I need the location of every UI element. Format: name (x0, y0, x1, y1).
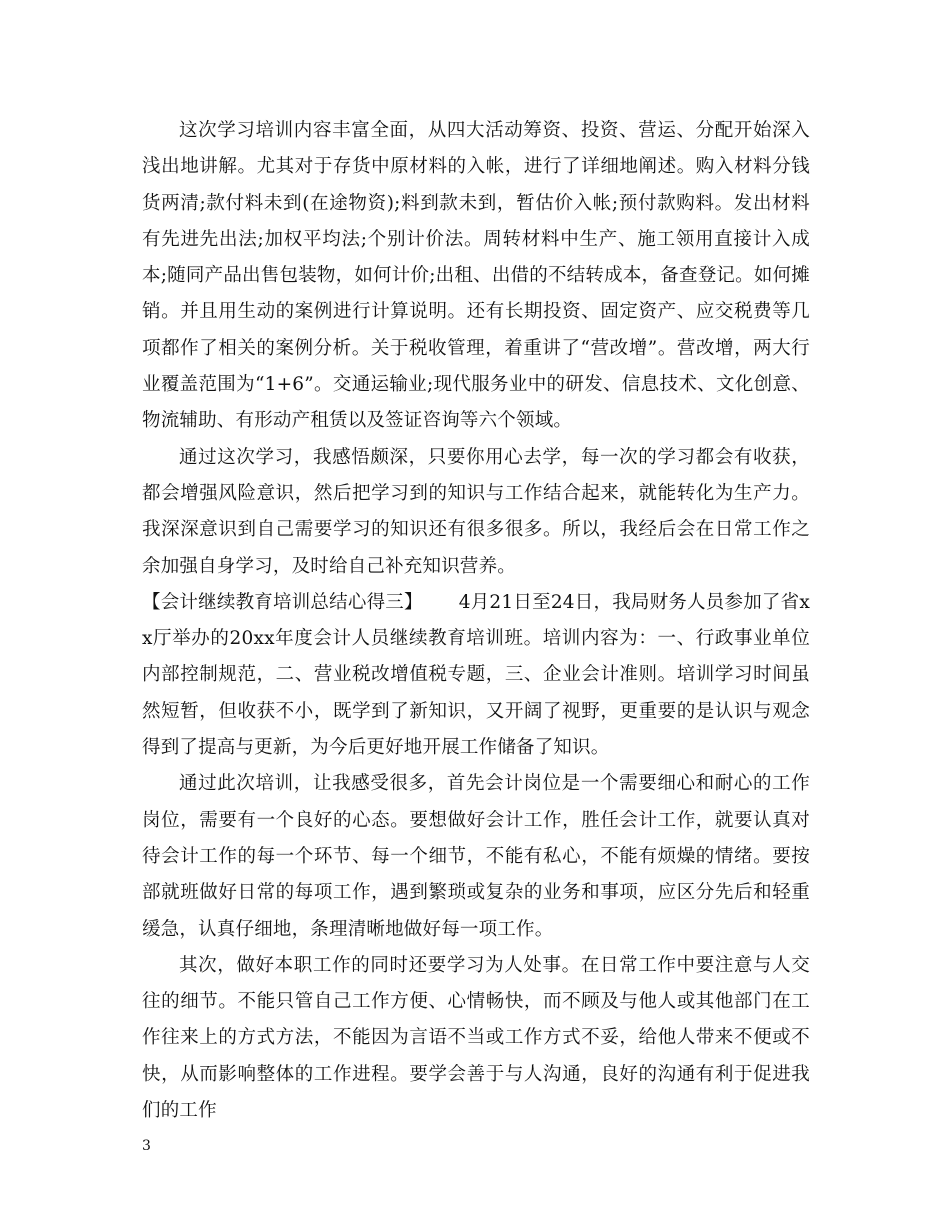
paragraph-learning-content: 这次学习培训内容丰富全面，从四大活动筹资、投资、营运、分配开始深入浅出地讲解。尤其对于存货中原材料的入帐，进行了详细地阐述。购入材料分钱货两清;款付料未到(在途物资);料到款未到，暂估价入帐;预付款购料。发出材料有先进先出法;加权平均法;个别计价法。周转材料中生产、施工领用直接计入成本;随同产品出售包装物，如何计价;出租、出借的不结转成本，备查登记。如何摊销。并且用生动的案例进行计算说明。还有长期投资、固定资产、应交税费等几项都作了相关的案例分析。关于税收管理，着重讲了“营改增”。营改增，两大行业覆盖范围为“1+6”。交通运输业;现代服务业中的研发、信息技术、文化创意、物流辅助、有形动产租赁以及签证咨询等六个领域。 (142, 120, 810, 432)
document-body (142, 113, 810, 1129)
section-heading: 【会计继续教育培训总结心得三】 (142, 591, 423, 613)
section-three-paragraph (142, 585, 810, 766)
page-number: 3 (142, 1138, 151, 1154)
paragraph-reflection: 通过这次学习，我感悟颇深，只要你用心去学，每一次的学习都会有收获，都会增强风险意识，然后把学习到的知识与工作结合起来，就能转化为生产力。我深深意识到自己需要学习的知识还有很多很多。所以，我经后会在日常工作之余加强自身学习，及时给自己补充知识营养。 (142, 446, 810, 577)
paragraph-second-point: 其次，做好本职工作的同时还要学习为人处事。在日常工作中要注意与人交往的细节。不能只管自己工作方便、心情畅快，而不顾及与他人或其他部门在工作往来上的方式方法，不能因为言语不当或工作方式不妥，给他人带来不便或不快，从而影响整体的工作进程。要学会善于与人沟通，良好的沟通有利于促进我们的工作 (142, 954, 810, 1122)
section-intro-text: 4月21日至24日，我局财务人员参加了省xx厅举办的20xx年度会计人员继续教育培训班。培训内容为：一、行政事业单位内部控制规范，二、营业税改增值税专题，三、企业会计准则。培训学习时间虽然短暂，但收获不小，既学到了新知识，又开阔了视野，更重要的是认识与观念得到了提高与更新，为今后更好地开展工作储备了知识。 (142, 591, 810, 759)
paragraph-first-point: 通过此次培训，让我感受很多，首先会计岗位是一个需要细心和耐心的工作岗位，需要有一个良好的心态。要想做好会计工作，胜任会计工作，就要认真对待会计工作的每一个环节、每一个细节，不能有私心，不能有烦燥的情绪。要按部就班做好日常的每项工作，遇到繁琐或复杂的业务和事项，应区分先后和轻重缓急，认真仔细地，条理清晰地做好每一项工作。 (142, 773, 810, 940)
